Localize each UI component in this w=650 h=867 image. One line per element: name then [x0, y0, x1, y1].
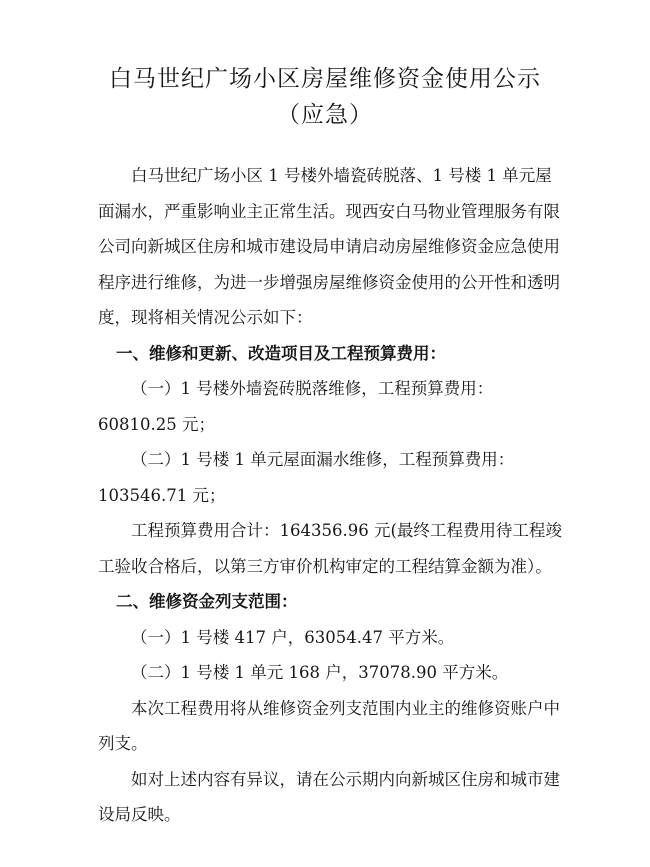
section2-item2: （二）1 号楼 1 单元 168 户，37078.90 平方米。 [131, 663, 509, 682]
section1-total: 工程预算费用合计：164356.96 元(最终工程费用待工程竣工验收合格后，以第三方审价机构审定的工程结算金额为准）。 [98, 521, 562, 576]
section1-heading: 一、维修和更新、改造项目及工程预算费用： [116, 343, 446, 363]
fund-paragraph: 本次工程费用将从维修资金列支范围内业主的维修资账户中列支。 [98, 698, 560, 753]
notice-subtitle: （应急） [277, 102, 373, 128]
notice-title: 白马世纪广场小区房屋维修资金使用公示 [109, 66, 541, 92]
notice-body [98, 158, 566, 833]
objection-paragraph: 如对上述内容有异议，请在公示期内向新城区住房和城市建设局反映。 [98, 769, 560, 824]
intro-paragraph: 白马世纪广场小区 1 号楼外墙瓷砖脱落、1 号楼 1 单元屋面漏水，严重影响业主正常生活。现西安白马物业管理服务有限公司向新城区住房和城市建设局申请启动房屋维修资金应急使用程序进行维修，为进一步增强房屋维修资金使用的公开性和透明度，现将相关情况公示如下： [98, 166, 560, 327]
section1-item1: （一）1 号楼外墙瓷砖脱落维修，工程预算费用：60810.25 元； [98, 379, 494, 434]
section2-item1: （一）1 号楼 417 户，63054.47 平方米。 [131, 627, 455, 647]
section2-heading: 二、维修资金列支范围： [116, 592, 298, 611]
section1-item2: （二）1 号楼 1 单元屋面漏水维修，工程预算费用：103546.71 元； [98, 450, 515, 505]
